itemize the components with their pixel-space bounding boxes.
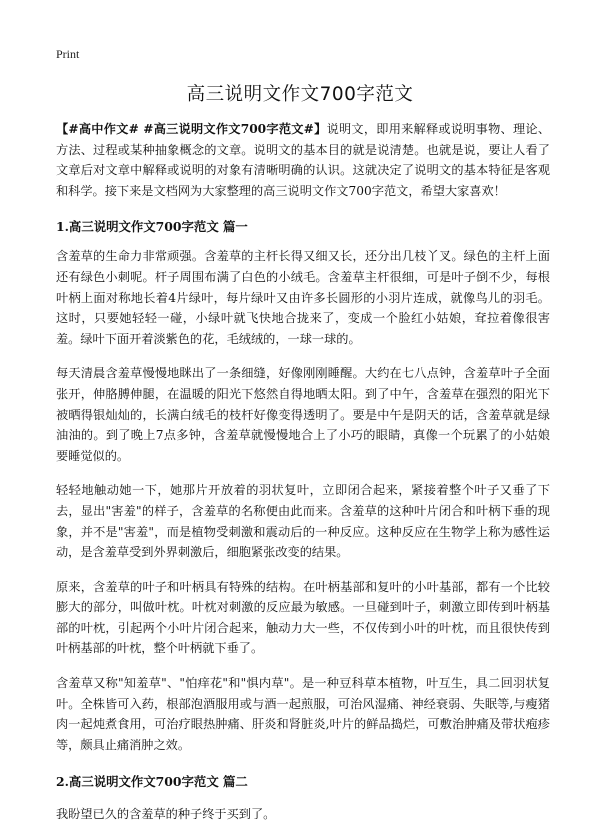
section-heading-1: 1.高三说明文作文700字范文 篇一: [56, 219, 248, 235]
intro-paragraph: [56, 119, 550, 201]
section-2-paragraph: 我盼望已久的含羞草的种子终于买到了。: [56, 807, 276, 822]
section-heading-2: 2.高三说明文作文700字范文 篇二: [56, 774, 248, 790]
section-1-paragraph: 含羞草的生命力非常顽强。含羞草的主杆长得又细又长，还分出几枝丫叉。绿色的主杆上面还有绿色小刺呢。杆子周围布满了白色的小绒毛。含羞草主杆很细，可是叶子倒不少，每根叶柄上面对称地长着4片绿叶，每片绿叶又由许多长圆形的小羽片连成，就像鸟儿的羽毛。这时，只要她轻轻一碰，小绿叶就飞快地合拢来了，变成一个脸红小姑娘，耷拉着像很害羞。绿叶下面开着淡紫色的花，毛绒绒的，一球一球的。: [56, 249, 550, 346]
print-label: Print: [56, 47, 80, 61]
intro-text: 说明文，即用来解释或说明事物、理论、方法、过程或某种抽象概念的文章。说明文的基本目的就是说清楚。也就是说，要让人看了文章后对文章中解释或说明的对象有清晰明确的认识。这就决定了说明文的基本特征是客观和科学。接下来是文档网为大家整理的高三说明文作文700字范文，希望大家喜欢！: [56, 122, 551, 198]
document-title: 高三说明文作文700字范文: [186, 84, 414, 105]
intro-tag: 【#高中作文# #高三说明文作文700字范文#】: [56, 122, 327, 136]
section-1-paragraph: 每天清晨含羞草慢慢地眯出了一条细缝，好像刚刚睡醒。大约在七八点钟，含羞草叶子全面张开，伸胳膊伸腿，在温暖的阳光下悠然自得地晒太阳。到了中午，含羞草在强烈的阳光下被晒得银灿灿的，长满白绒毛的枝杆好像变得透明了。要是中午是阴天的话，含羞草就是绿油油的。到了晚上7点多钟，含羞草就慢慢地合上了小巧的眼睛，真像一个玩累了的小姑娘要睡觉似的。: [56, 366, 550, 463]
section-1-paragraph: 原来，含羞草的叶子和叶柄具有特殊的结构。在叶柄基部和复叶的小叶基部，都有一个比较膨大的部分，叫做叶枕。叶枕对刺激的反应最为敏感。一旦碰到叶子，刺激立即传到叶柄基部的叶枕，引起两个小叶片闭合起来，触动力大一些，不仅传到小叶的叶枕，而且很快传到叶柄基部的叶枕，整个叶柄就下垂了。: [56, 579, 550, 656]
section-1-paragraph: 含羞草又称"知羞草"、"怕痒花"和"惧内草"。是一种豆科草本植物，叶互生，具二回羽状复叶。全株皆可入药，根部泡酒服用或与酒一起煎服，可治风湿痛、神经衰弱、失眠等,与瘦猪肉一起炖煮食用，可治疗眼热肿痛、肝炎和肾脏炎,叶片的鲜品捣烂，可敷治肿痛及带状疱疹等，颇具止痛消肿之效。: [56, 676, 550, 752]
section-1-paragraph: 轻轻地触动她一下，她那片开放着的羽状复叶，立即闭合起来，紧接着整个叶子又垂了下去，显出"害羞"的样子，含羞草的名称便由此而来。含羞草的这种叶片闭合和叶柄下垂的现象，并不是"害羞"，而是植物受刺激和震动后的一种反应。这种反应在生物学上称为感性运动，是含羞草受到外界刺激后，细胞紧张改变的结果。: [56, 483, 550, 560]
document-body: [56, 119, 550, 825]
